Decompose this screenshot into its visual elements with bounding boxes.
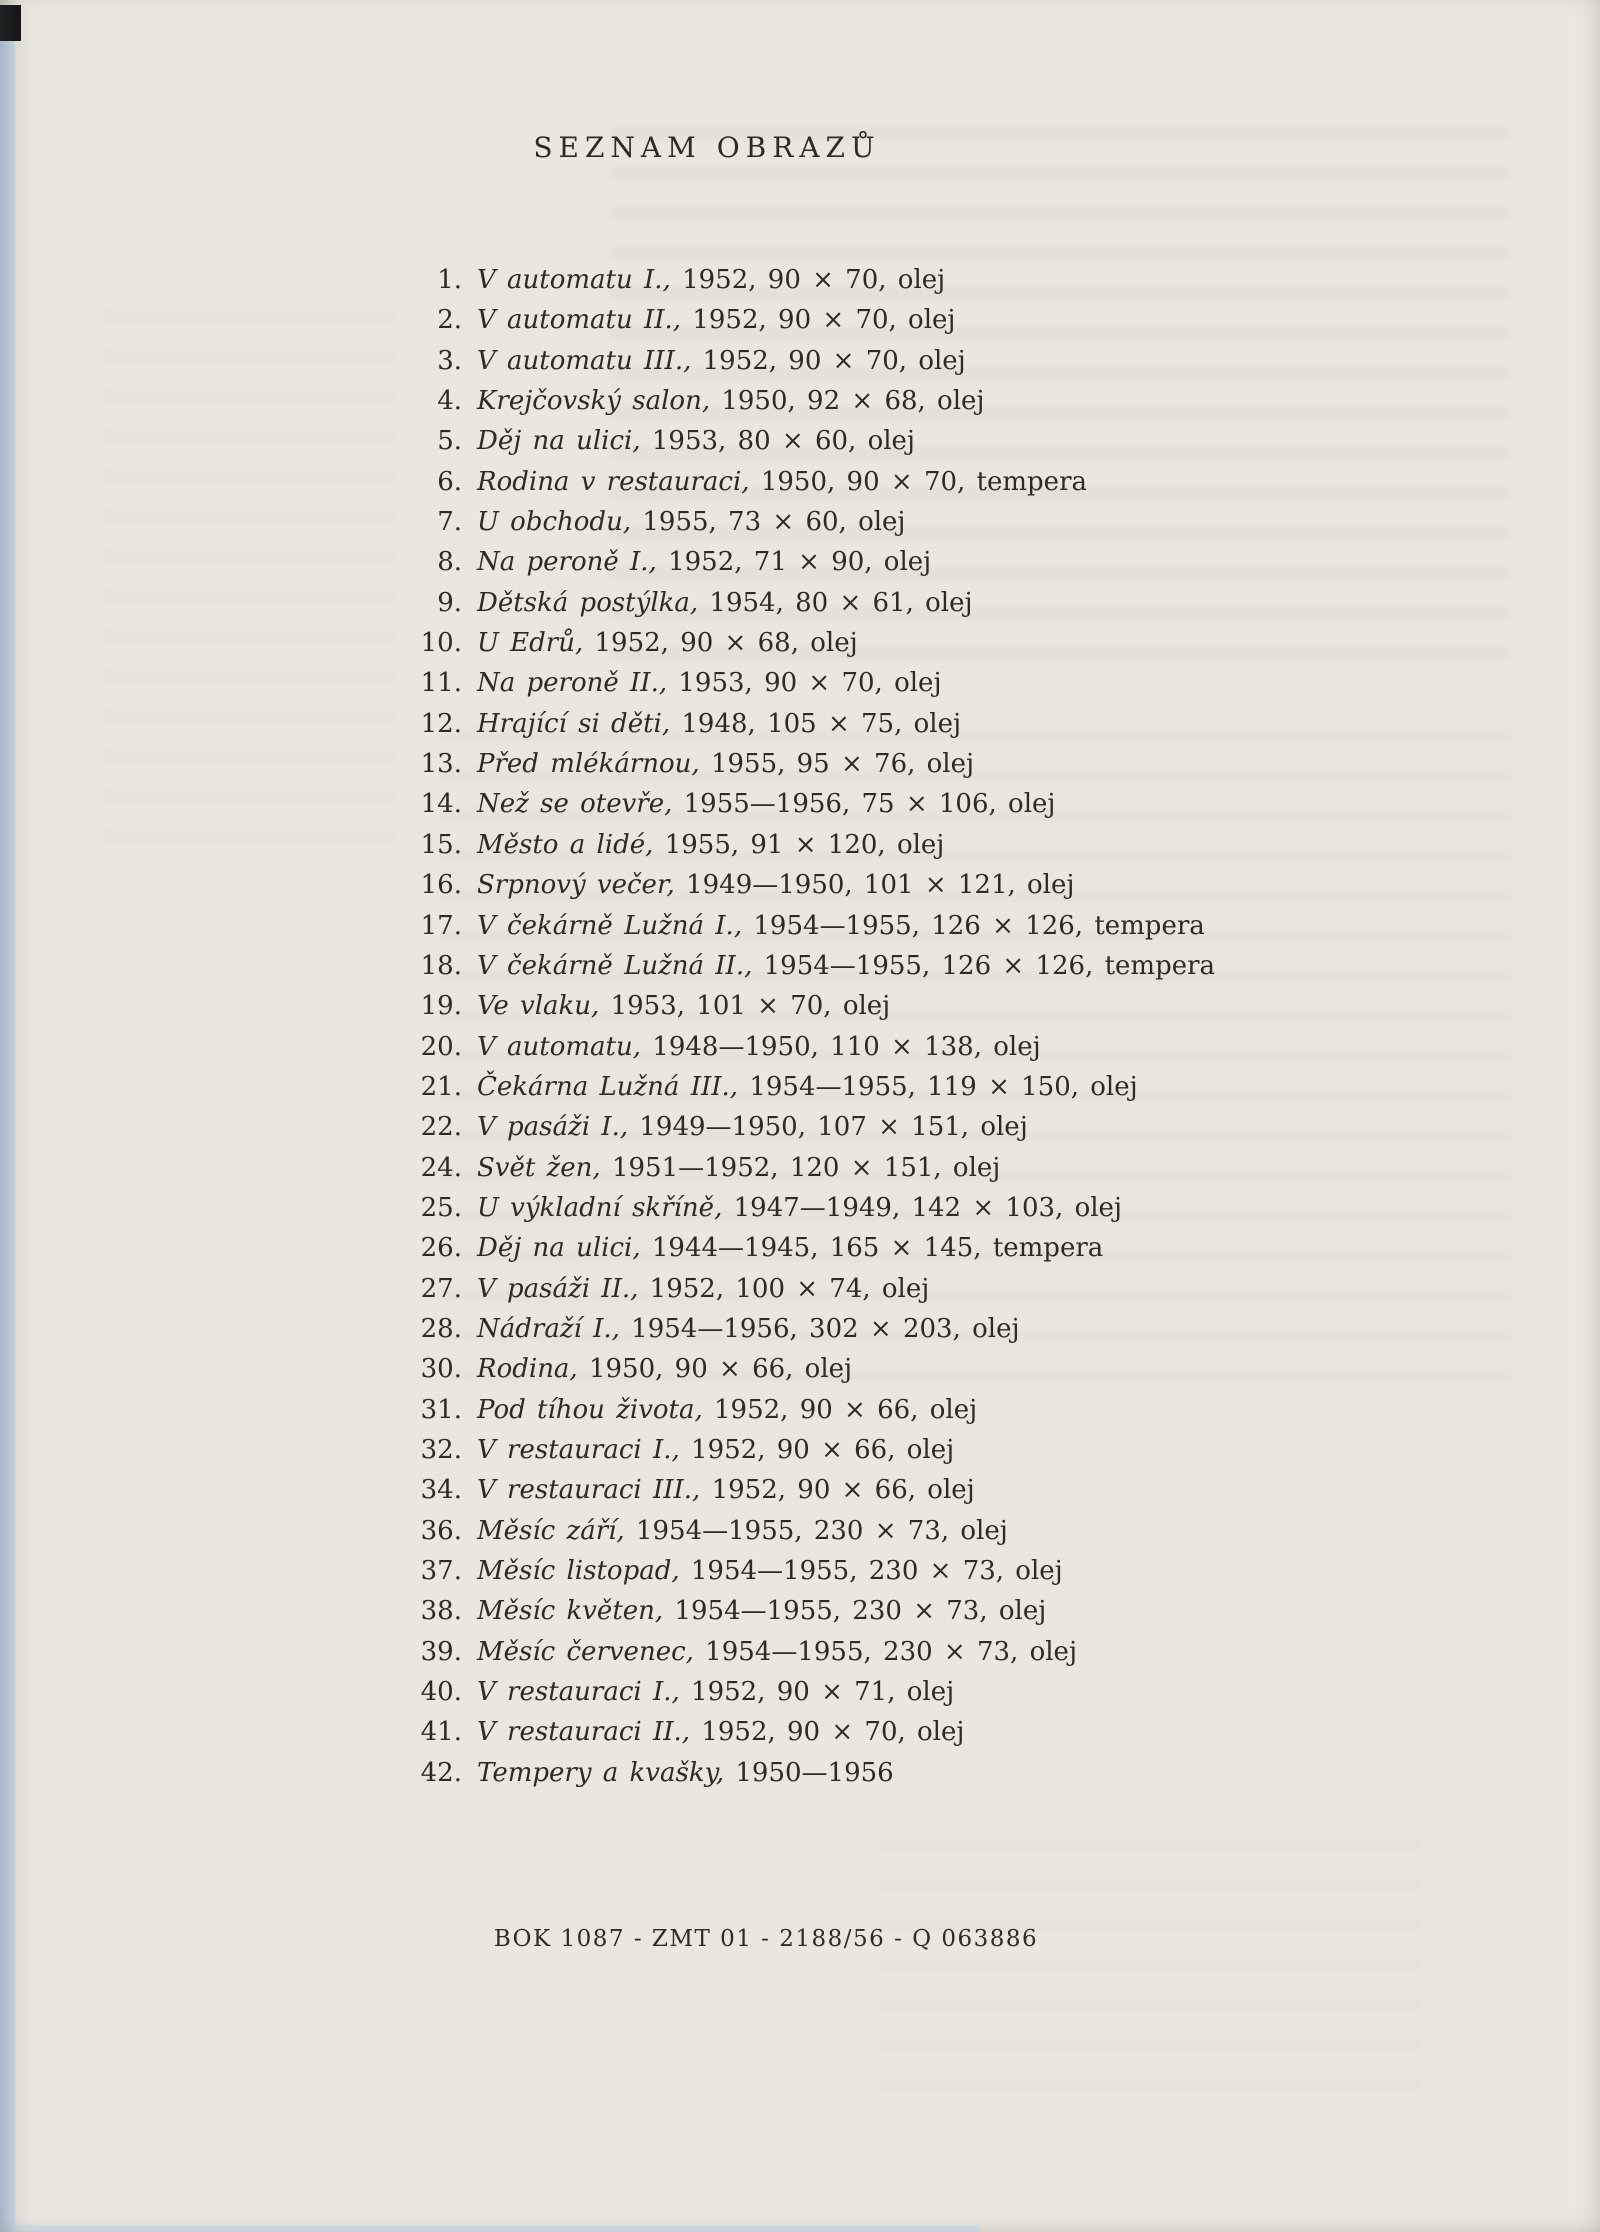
- item-number: 24.: [420, 1152, 462, 1183]
- item-text: [477, 1551, 1063, 1591]
- list-item: [400, 1309, 1215, 1349]
- list-item: [400, 462, 1215, 502]
- item-text: [477, 1672, 954, 1712]
- item-details: 1953, 80 × 60, olej: [651, 426, 915, 457]
- item-text: [477, 1228, 1103, 1268]
- item-text: [477, 986, 890, 1026]
- item-number: 9.: [437, 587, 462, 618]
- item-title: V automatu,: [477, 1031, 642, 1062]
- list-item: [400, 825, 1215, 865]
- item-details: 1952, 90 × 70, olej: [682, 265, 946, 295]
- item-number: 31.: [420, 1394, 462, 1425]
- item-text: [477, 341, 966, 381]
- item-title: Rodina,: [477, 1354, 578, 1385]
- item-title: V automatu III.,: [477, 345, 692, 376]
- item-details: 1952, 90 × 70, olej: [692, 305, 956, 336]
- item-details: 1955, 73 × 60, olej: [642, 507, 906, 538]
- item-text: [477, 744, 974, 784]
- item-title: V automatu I.,: [477, 265, 671, 295]
- item-text: [477, 946, 1215, 986]
- list-item: [400, 1551, 1215, 1591]
- item-text: [477, 1349, 852, 1389]
- item-text: [477, 1107, 1028, 1147]
- item-details: 1954—1956, 302 × 203, olej: [631, 1313, 1020, 1344]
- list-item: [400, 583, 1215, 623]
- list-item: [400, 421, 1215, 461]
- item-details: 1952, 90 × 70, olej: [702, 345, 966, 376]
- item-title: Město a lidé,: [477, 829, 654, 860]
- list-item: [400, 1712, 1215, 1752]
- list-item: [400, 300, 1215, 340]
- list-item: [400, 1511, 1215, 1551]
- item-title: U Edrů,: [477, 628, 584, 659]
- item-number: 30.: [420, 1354, 462, 1385]
- item-number: 34.: [420, 1475, 462, 1506]
- item-title: Srpnový večer,: [477, 870, 675, 901]
- item-title: Před mlékárnou,: [477, 749, 700, 780]
- item-text: [477, 704, 961, 744]
- item-number: 2.: [437, 305, 462, 336]
- item-title: Dětská postýlka,: [477, 587, 699, 618]
- item-text: [477, 300, 955, 340]
- item-title: U výkladní skříně,: [477, 1192, 723, 1223]
- item-details: 1949—1950, 107 × 151, olej: [639, 1112, 1028, 1143]
- item-text: [477, 1632, 1077, 1672]
- item-text: [477, 260, 945, 300]
- item-details: 1950—1956: [735, 1757, 894, 1788]
- item-details: 1950, 92 × 68, olej: [721, 386, 985, 417]
- item-number: 26.: [420, 1233, 462, 1264]
- item-title: Čekárna Lužná III.,: [477, 1071, 739, 1102]
- bleed-through-text: [105, 310, 395, 850]
- item-details: 1952, 90 × 71, olej: [691, 1677, 955, 1708]
- item-title: Děj na ulici,: [477, 426, 641, 457]
- item-details: 1955—1956, 75 × 106, olej: [683, 789, 1056, 820]
- list-item: [400, 1107, 1215, 1147]
- list-item: [400, 1672, 1215, 1712]
- item-number: 20.: [420, 1031, 462, 1062]
- item-text: [477, 623, 858, 663]
- item-text: [477, 583, 973, 623]
- item-details: 1948—1950, 110 × 138, olej: [652, 1031, 1041, 1062]
- list-item: [400, 260, 1215, 300]
- item-details: 1954—1955, 126 × 126, tempera: [763, 950, 1216, 981]
- item-number: 32.: [420, 1434, 462, 1465]
- item-details: 1954—1955, 230 × 73, olej: [635, 1515, 1008, 1546]
- item-number: 15.: [420, 829, 462, 860]
- item-number: 22.: [420, 1112, 462, 1143]
- item-text: [477, 1148, 1000, 1188]
- item-number: 6.: [437, 466, 462, 497]
- item-title: V restauraci I.,: [477, 1677, 680, 1708]
- item-number: 7.: [437, 507, 462, 538]
- item-number: 16.: [420, 870, 462, 901]
- item-number: 1.: [437, 265, 462, 295]
- list-item: [400, 704, 1215, 744]
- list-item: [400, 1390, 1215, 1430]
- list-item: [400, 1470, 1215, 1510]
- item-text: [477, 1067, 1138, 1107]
- item-title: Svět žen,: [477, 1152, 601, 1183]
- item-details: 1954—1955, 230 × 73, olej: [674, 1596, 1047, 1627]
- item-number: 4.: [437, 386, 462, 417]
- item-text: [477, 542, 931, 582]
- item-number: 8.: [437, 547, 462, 578]
- item-details: 1953, 90 × 70, olej: [678, 668, 942, 699]
- list-item: [400, 623, 1215, 663]
- list-item: [400, 341, 1215, 381]
- item-details: 1955, 91 × 120, olej: [664, 829, 945, 860]
- list-item: [400, 1148, 1215, 1188]
- item-number: 13.: [420, 749, 462, 780]
- item-number: 11.: [420, 668, 462, 699]
- item-number: 42.: [420, 1757, 462, 1788]
- item-number: 10.: [420, 628, 462, 659]
- list-item: [400, 784, 1215, 824]
- list-item: [400, 1188, 1215, 1228]
- item-title: U obchodu,: [477, 507, 632, 538]
- item-number: 18.: [420, 950, 462, 981]
- item-title: V automatu II.,: [477, 305, 682, 336]
- list-item: [400, 1349, 1215, 1389]
- item-number: 38.: [420, 1596, 462, 1627]
- scan-bottom-edge: [0, 2225, 980, 2232]
- item-number: 27.: [420, 1273, 462, 1304]
- item-details: 1952, 90 × 68, olej: [594, 628, 858, 659]
- item-text: [477, 421, 915, 461]
- item-number: 3.: [437, 345, 462, 376]
- item-text: [477, 1390, 977, 1430]
- list-item: [400, 542, 1215, 582]
- list-item: [400, 502, 1215, 542]
- item-title: Ve vlaku,: [477, 991, 600, 1022]
- item-details: 1944—1945, 165 × 145, tempera: [651, 1233, 1104, 1264]
- item-number: 40.: [420, 1677, 462, 1708]
- item-details: 1954, 80 × 61, olej: [709, 587, 973, 618]
- item-text: [477, 462, 1087, 502]
- item-title: V restauraci III.,: [477, 1475, 701, 1506]
- item-details: 1954—1955, 119 × 150, olej: [749, 1071, 1138, 1102]
- item-number: 37.: [420, 1556, 462, 1586]
- item-text: [477, 906, 1205, 946]
- item-number: 12.: [420, 708, 462, 739]
- list-item: [400, 906, 1215, 946]
- list-item: [400, 744, 1215, 784]
- item-text: [477, 1269, 929, 1309]
- item-details: 1947—1949, 142 × 103, olej: [733, 1192, 1122, 1223]
- item-number: 25.: [420, 1192, 462, 1223]
- item-title: Měsíc září,: [477, 1515, 625, 1546]
- list-item: [400, 865, 1215, 905]
- item-number: 28.: [420, 1313, 462, 1344]
- list-item: [400, 1430, 1215, 1470]
- scan-edge-strip: [0, 10, 15, 2232]
- item-details: 1952, 90 × 66, olej: [691, 1434, 955, 1465]
- item-text: [477, 784, 1055, 824]
- item-title: Než se otevře,: [477, 789, 673, 820]
- item-number: 21.: [420, 1071, 462, 1102]
- item-details: 1949—1950, 101 × 121, olej: [686, 870, 1075, 901]
- list-item: [400, 1027, 1215, 1067]
- item-title: Krejčovský salon,: [477, 386, 711, 417]
- item-text: [477, 1712, 964, 1752]
- item-text: [477, 1753, 894, 1793]
- list-item: [400, 381, 1215, 421]
- item-details: 1954—1955, 126 × 126, tempera: [753, 910, 1205, 941]
- item-details: 1955, 95 × 76, olej: [710, 749, 975, 780]
- item-text: [477, 1470, 975, 1510]
- item-details: 1953, 101 × 70, olej: [610, 991, 891, 1022]
- item-details: 1951—1952, 120 × 151, olej: [611, 1152, 1001, 1183]
- item-title: V restauraci I.,: [477, 1434, 680, 1465]
- item-text: [477, 663, 942, 703]
- item-title: Hrající si děti,: [477, 708, 671, 739]
- item-title: Měsíc červenec,: [477, 1636, 694, 1667]
- item-details: 1952, 90 × 66, olej: [711, 1475, 975, 1506]
- item-text: [477, 1591, 1046, 1631]
- list-item: [400, 1753, 1215, 1793]
- list-item: [400, 1591, 1215, 1631]
- list-item: [400, 1228, 1215, 1268]
- page-title: SEZNAM OBRAZŮ: [533, 131, 881, 164]
- list-item: [400, 1067, 1215, 1107]
- item-title: Tempery a kvašky,: [477, 1757, 725, 1788]
- item-text: [477, 1511, 1008, 1551]
- item-number: 14.: [420, 789, 462, 820]
- item-details: 1952, 71 × 90, olej: [668, 547, 932, 578]
- item-text: [477, 825, 944, 865]
- item-text: [477, 1430, 954, 1470]
- item-title: V pasáži II.,: [477, 1273, 639, 1304]
- item-title: Na peroně I.,: [477, 547, 657, 578]
- item-text: [477, 381, 984, 421]
- item-details: 1954—1955, 230 × 73, olej: [690, 1556, 1063, 1586]
- item-details: 1952, 90 × 70, olej: [701, 1717, 965, 1748]
- item-title: Pod tíhou života,: [477, 1394, 703, 1425]
- item-number: 36.: [420, 1515, 462, 1546]
- item-details: 1950, 90 × 70, tempera: [760, 466, 1088, 497]
- picture-list: [400, 260, 1215, 1793]
- item-title: Nádraží I.,: [477, 1313, 620, 1344]
- item-text: [477, 1027, 1041, 1067]
- list-item: [400, 946, 1215, 986]
- item-number: 41.: [420, 1717, 462, 1748]
- item-text: [477, 502, 906, 542]
- item-number: 17.: [420, 910, 462, 941]
- item-title: V pasáži I.,: [477, 1112, 629, 1143]
- item-title: Měsíc listopad,: [477, 1556, 680, 1586]
- list-item: [400, 986, 1215, 1026]
- item-title: Rodina v restauraci,: [477, 466, 750, 497]
- item-title: V restauraci II.,: [477, 1717, 691, 1748]
- item-title: Měsíc květen,: [477, 1596, 664, 1627]
- item-details: 1950, 90 × 66, olej: [588, 1354, 853, 1385]
- item-details: 1952, 100 × 74, olej: [649, 1273, 930, 1304]
- item-number: 19.: [420, 991, 462, 1022]
- item-title: V čekárně Lužná II.,: [477, 950, 753, 981]
- item-title: Na peroně II.,: [477, 668, 668, 699]
- item-details: 1952, 90 × 66, olej: [714, 1394, 978, 1425]
- list-item: [400, 1269, 1215, 1309]
- item-text: [477, 1188, 1122, 1228]
- item-text: [477, 1309, 1020, 1349]
- item-title: V čekárně Lužná I.,: [477, 910, 743, 941]
- bleed-through-text: [880, 1840, 1420, 2120]
- colophon: BOK 1087 - ZMT 01 - 2188/56 - Q 063886: [493, 1926, 1039, 1952]
- item-text: [477, 865, 1074, 905]
- item-details: 1954—1955, 230 × 73, olej: [705, 1636, 1078, 1667]
- list-item: [400, 663, 1215, 703]
- item-number: 39.: [420, 1636, 462, 1667]
- item-details: 1948, 105 × 75, olej: [681, 708, 962, 739]
- list-item: [400, 1632, 1215, 1672]
- scan-corner-mark: [0, 5, 21, 41]
- item-title: Děj na ulici,: [477, 1233, 641, 1264]
- item-number: 5.: [437, 426, 462, 457]
